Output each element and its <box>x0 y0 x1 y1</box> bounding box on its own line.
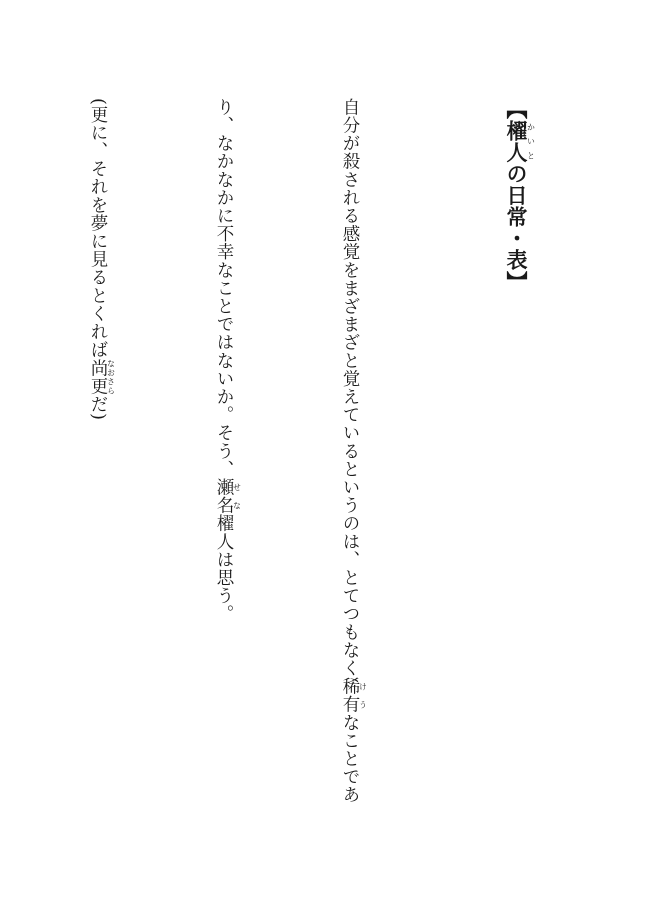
text-line-1: 自分が殺される感覚をまざまざと覚えているというのは、とてつもなく稀有けうなことであ <box>340 98 368 804</box>
chapter-title: 【櫂人かいとの日常・表】 <box>504 98 536 293</box>
text-line-2: り、なかなかに不幸なことではないか。そう、瀬名せな櫂人は思う。 <box>214 98 242 623</box>
text-line-3: (更に、それを夢に見るとくれば尚更なおさらだ) <box>88 98 116 421</box>
vertical-text-block <box>0 98 628 858</box>
title-ruby: 櫂人かいと <box>504 119 536 163</box>
